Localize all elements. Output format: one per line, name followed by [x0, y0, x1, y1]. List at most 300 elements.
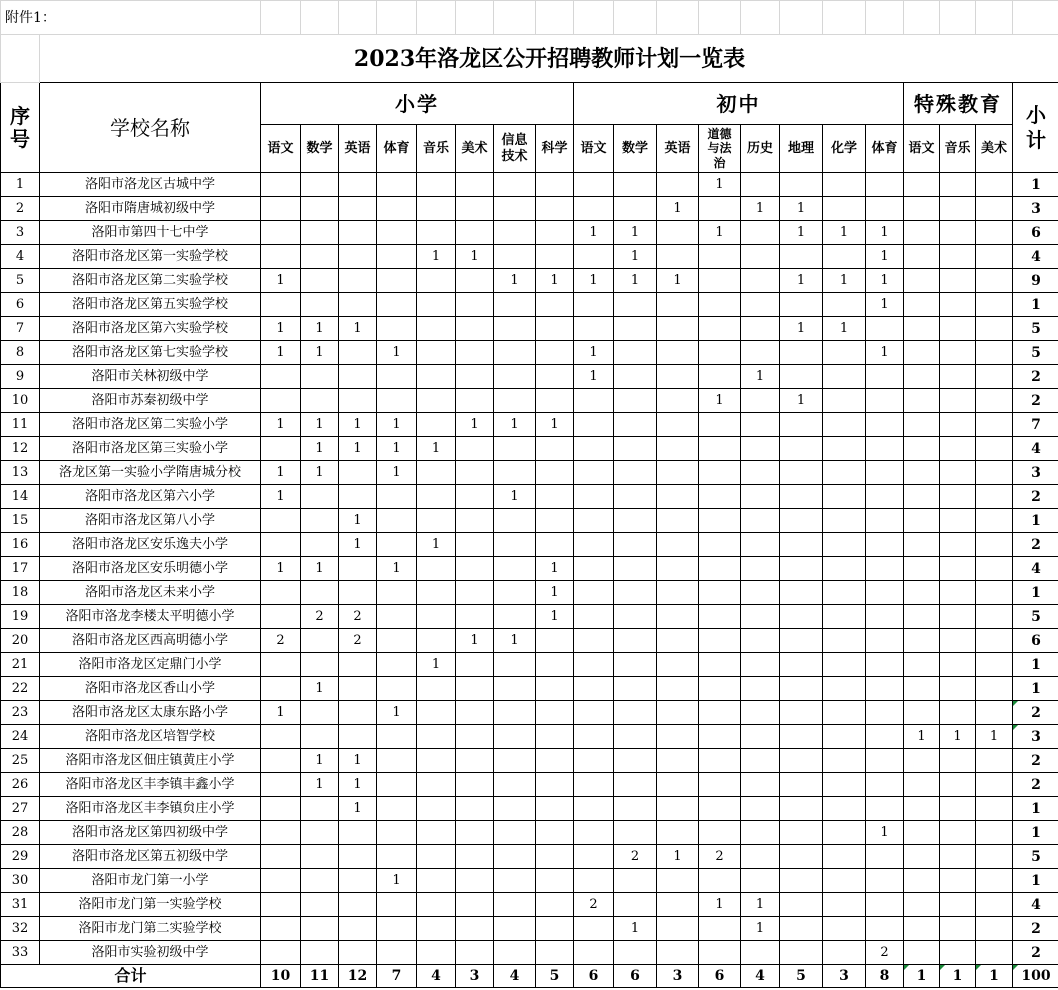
school-name: 洛阳市洛龙区未来小学	[40, 581, 261, 605]
row-number: 4	[1, 245, 40, 269]
quota-cell: 1	[574, 341, 614, 365]
school-name: 洛阳市苏秦初级中学	[40, 389, 261, 413]
quota-cell	[699, 509, 741, 533]
table-row	[1, 389, 1058, 413]
table-row	[1, 701, 1058, 725]
quota-cell	[614, 173, 657, 197]
subject-header-middle-1: 语文	[574, 125, 614, 173]
quota-cell	[301, 701, 339, 725]
quota-cell	[456, 941, 494, 965]
sum-cell: 4	[417, 965, 456, 988]
quota-cell	[301, 869, 339, 893]
school-name: 洛龙区第一实验小学隋唐城分校	[40, 461, 261, 485]
quota-cell	[494, 821, 536, 845]
row-number: 24	[1, 725, 40, 749]
quota-cell	[456, 197, 494, 221]
quota-cell	[301, 485, 339, 509]
quota-cell: 1	[339, 509, 377, 533]
quota-cell	[614, 821, 657, 845]
school-name: 洛阳市关林初级中学	[40, 365, 261, 389]
quota-cell	[536, 221, 574, 245]
table-row	[1, 437, 1058, 461]
quota-cell	[536, 533, 574, 557]
quota-cell	[904, 413, 940, 437]
quota-cell	[940, 341, 976, 365]
quota-cell	[536, 365, 574, 389]
quota-cell: 1	[261, 317, 301, 341]
quota-cell	[377, 605, 417, 629]
quota-cell	[823, 749, 866, 773]
quota-cell	[494, 749, 536, 773]
quota-cell	[417, 317, 456, 341]
row-subtotal: 1	[1013, 509, 1058, 533]
subject-header-primary-4: 体育	[377, 125, 417, 173]
group-header-middle: 初中	[574, 83, 904, 125]
quota-cell	[741, 725, 780, 749]
quota-cell	[780, 509, 823, 533]
quota-cell	[699, 269, 741, 293]
quota-cell	[940, 581, 976, 605]
quota-cell	[536, 797, 574, 821]
row-subtotal: 1	[1013, 581, 1058, 605]
quota-cell	[574, 197, 614, 221]
quota-cell	[456, 773, 494, 797]
quota-cell	[866, 509, 904, 533]
row-number: 9	[1, 365, 40, 389]
quota-cell	[614, 293, 657, 317]
quota-cell	[377, 365, 417, 389]
table-row	[1, 413, 1058, 437]
quota-cell: 1	[456, 413, 494, 437]
quota-cell	[339, 917, 377, 941]
quota-cell	[699, 797, 741, 821]
table-row	[1, 221, 1058, 245]
row-number: 11	[1, 413, 40, 437]
quota-cell	[339, 485, 377, 509]
quota-cell	[904, 533, 940, 557]
row-subtotal: 3	[1013, 461, 1058, 485]
quota-cell	[614, 317, 657, 341]
quota-cell	[657, 173, 699, 197]
table-row	[1, 365, 1058, 389]
row-number: 15	[1, 509, 40, 533]
subject-header-primary-1: 语文	[261, 125, 301, 173]
quota-cell	[339, 269, 377, 293]
quota-cell	[904, 221, 940, 245]
sum-cell: 3	[456, 965, 494, 988]
quota-cell	[940, 773, 976, 797]
quota-cell	[823, 773, 866, 797]
row-subtotal: 1	[1013, 797, 1058, 821]
quota-cell	[339, 245, 377, 269]
quota-cell: 1	[657, 845, 699, 869]
quota-cell	[417, 869, 456, 893]
quota-cell: 1	[536, 269, 574, 293]
quota-cell: 1	[339, 437, 377, 461]
quota-cell	[904, 629, 940, 653]
quota-cell	[976, 701, 1013, 725]
quota-cell	[339, 677, 377, 701]
quota-cell	[866, 725, 904, 749]
school-name: 洛阳市洛龙区第六实验学校	[40, 317, 261, 341]
subject-header-middle-2: 数学	[614, 125, 657, 173]
quota-cell	[823, 893, 866, 917]
row-subtotal: 2	[1013, 365, 1058, 389]
quota-cell	[339, 821, 377, 845]
quota-cell	[494, 317, 536, 341]
sum-cell: 7	[377, 965, 417, 988]
quota-cell	[699, 821, 741, 845]
row-number: 1	[1, 173, 40, 197]
quota-cell	[494, 509, 536, 533]
quota-cell	[614, 197, 657, 221]
quota-cell	[417, 509, 456, 533]
school-name: 洛阳市洛龙区第二实验小学	[40, 413, 261, 437]
quota-cell	[536, 341, 574, 365]
quota-cell	[780, 653, 823, 677]
quota-cell	[301, 245, 339, 269]
quota-cell	[904, 653, 940, 677]
quota-cell	[301, 389, 339, 413]
row-number: 26	[1, 773, 40, 797]
quota-cell	[741, 605, 780, 629]
quota-cell	[940, 677, 976, 701]
quota-cell	[976, 509, 1013, 533]
quota-cell	[780, 893, 823, 917]
row-subtotal: 2	[1013, 749, 1058, 773]
quota-cell: 2	[261, 629, 301, 653]
quota-cell	[976, 941, 1013, 965]
quota-cell	[261, 197, 301, 221]
quota-cell	[377, 485, 417, 509]
quota-cell	[741, 437, 780, 461]
quota-cell	[657, 701, 699, 725]
quota-cell	[657, 773, 699, 797]
row-subtotal: 2	[1013, 773, 1058, 797]
school-name: 洛阳市龙门第二实验学校	[40, 917, 261, 941]
quota-cell	[823, 245, 866, 269]
quota-cell	[866, 461, 904, 485]
table-row	[1, 293, 1058, 317]
quota-cell	[866, 437, 904, 461]
quota-cell	[976, 605, 1013, 629]
row-number: 5	[1, 269, 40, 293]
quota-cell	[976, 365, 1013, 389]
quota-cell	[699, 485, 741, 509]
quota-cell	[377, 533, 417, 557]
quota-cell	[976, 821, 1013, 845]
quota-cell	[261, 797, 301, 821]
quota-cell	[456, 293, 494, 317]
quota-cell	[456, 677, 494, 701]
table-row	[1, 245, 1058, 269]
quota-cell	[417, 221, 456, 245]
quota-cell	[456, 269, 494, 293]
quota-cell: 1	[417, 653, 456, 677]
quota-cell	[741, 629, 780, 653]
quota-cell: 1	[574, 269, 614, 293]
quota-cell	[494, 773, 536, 797]
quota-cell: 1	[823, 317, 866, 341]
quota-cell	[657, 893, 699, 917]
row-number: 13	[1, 461, 40, 485]
row-number: 16	[1, 533, 40, 557]
quota-cell	[456, 749, 494, 773]
quota-cell	[494, 893, 536, 917]
quota-cell: 1	[741, 365, 780, 389]
quota-cell	[904, 605, 940, 629]
quota-cell	[823, 653, 866, 677]
quota-cell: 1	[339, 317, 377, 341]
quota-cell	[456, 509, 494, 533]
quota-cell	[417, 557, 456, 581]
quota-cell	[741, 485, 780, 509]
table-row	[1, 797, 1058, 821]
quota-cell: 1	[301, 773, 339, 797]
quota-cell	[976, 245, 1013, 269]
quota-cell	[614, 533, 657, 557]
quota-cell	[536, 197, 574, 221]
quota-cell	[657, 725, 699, 749]
quota-cell: 1	[301, 677, 339, 701]
quota-cell	[536, 245, 574, 269]
quota-cell	[377, 197, 417, 221]
quota-cell: 1	[866, 221, 904, 245]
quota-cell: 1	[866, 269, 904, 293]
quota-cell	[261, 581, 301, 605]
subtotal-header: 小计	[1013, 83, 1058, 173]
quota-cell: 1	[574, 365, 614, 389]
sum-cell: 6	[574, 965, 614, 988]
quota-cell	[904, 677, 940, 701]
quota-cell	[823, 581, 866, 605]
quota-cell	[301, 581, 339, 605]
quota-cell	[904, 557, 940, 581]
quota-cell	[940, 557, 976, 581]
quota-cell	[741, 461, 780, 485]
quota-cell	[494, 221, 536, 245]
seq-header: 序号	[1, 83, 40, 173]
quota-cell	[377, 821, 417, 845]
quota-cell: 1	[614, 245, 657, 269]
row-subtotal: 1	[1013, 173, 1058, 197]
quota-cell	[377, 917, 417, 941]
quota-cell	[456, 365, 494, 389]
quota-cell	[614, 749, 657, 773]
quota-cell	[301, 893, 339, 917]
quota-cell	[536, 461, 574, 485]
quota-cell	[904, 341, 940, 365]
school-name: 洛阳市洛龙区第七实验学校	[40, 341, 261, 365]
subject-header-middle-7: 化学	[823, 125, 866, 173]
quota-cell	[976, 413, 1013, 437]
quota-cell	[780, 917, 823, 941]
school-name: 洛阳市洛龙区第四初级中学	[40, 821, 261, 845]
quota-cell	[657, 245, 699, 269]
quota-cell	[699, 629, 741, 653]
quota-cell	[904, 917, 940, 941]
quota-cell	[904, 365, 940, 389]
quota-cell	[823, 725, 866, 749]
quota-cell	[657, 437, 699, 461]
quota-cell	[866, 533, 904, 557]
quota-cell	[301, 221, 339, 245]
quota-cell	[976, 269, 1013, 293]
quota-cell: 1	[494, 629, 536, 653]
subject-header-middle-8: 体育	[866, 125, 904, 173]
quota-cell	[904, 509, 940, 533]
row-subtotal: 5	[1013, 317, 1058, 341]
quota-cell	[823, 821, 866, 845]
quota-cell	[940, 485, 976, 509]
quota-cell	[456, 581, 494, 605]
quota-cell	[904, 797, 940, 821]
quota-cell	[614, 581, 657, 605]
school-name: 洛阳市洛龙区第二实验学校	[40, 269, 261, 293]
quota-cell: 1	[536, 605, 574, 629]
sum-cell: 1	[904, 965, 940, 988]
row-subtotal: 2	[1013, 485, 1058, 509]
quota-cell	[377, 725, 417, 749]
quota-cell	[866, 557, 904, 581]
quota-cell: 2	[574, 893, 614, 917]
quota-cell	[417, 365, 456, 389]
quota-cell	[866, 845, 904, 869]
quota-cell	[417, 173, 456, 197]
group-header-special: 特殊教育	[904, 83, 1013, 125]
quota-cell	[574, 509, 614, 533]
row-number: 12	[1, 437, 40, 461]
quota-cell	[614, 509, 657, 533]
quota-cell	[377, 293, 417, 317]
quota-cell	[780, 557, 823, 581]
quota-cell	[741, 557, 780, 581]
quota-cell	[940, 533, 976, 557]
quota-cell: 2	[699, 845, 741, 869]
row-subtotal: 2	[1013, 941, 1058, 965]
table-row	[1, 173, 1058, 197]
quota-cell	[976, 557, 1013, 581]
quota-cell	[574, 557, 614, 581]
quota-cell	[536, 821, 574, 845]
quota-cell	[536, 293, 574, 317]
quota-cell	[536, 869, 574, 893]
quota-cell	[780, 821, 823, 845]
quota-cell: 1	[339, 773, 377, 797]
quota-cell	[301, 725, 339, 749]
quota-cell	[823, 389, 866, 413]
quota-cell	[377, 797, 417, 821]
quota-cell	[261, 845, 301, 869]
quota-cell	[780, 437, 823, 461]
quota-cell	[614, 437, 657, 461]
quota-cell	[657, 605, 699, 629]
quota-cell	[377, 221, 417, 245]
quota-cell	[904, 197, 940, 221]
quota-cell	[574, 389, 614, 413]
quota-cell	[657, 797, 699, 821]
quota-cell	[866, 893, 904, 917]
quota-cell	[494, 533, 536, 557]
row-number: 19	[1, 605, 40, 629]
quota-cell	[261, 245, 301, 269]
quota-cell	[940, 797, 976, 821]
quota-cell	[657, 221, 699, 245]
quota-cell	[940, 845, 976, 869]
quota-cell	[657, 749, 699, 773]
row-subtotal: 1	[1013, 653, 1058, 677]
quota-cell: 1	[456, 245, 494, 269]
quota-cell	[657, 533, 699, 557]
quota-cell	[614, 797, 657, 821]
sum-row	[1, 965, 1058, 988]
quota-cell	[377, 581, 417, 605]
quota-cell	[261, 821, 301, 845]
school-name: 洛阳市实验初级中学	[40, 941, 261, 965]
quota-cell	[940, 197, 976, 221]
sum-label: 合计	[1, 965, 261, 988]
quota-cell	[417, 485, 456, 509]
quota-cell	[456, 653, 494, 677]
quota-cell	[866, 581, 904, 605]
quota-cell	[456, 341, 494, 365]
quota-cell: 2	[866, 941, 904, 965]
quota-cell	[780, 413, 823, 437]
row-subtotal: 2	[1013, 701, 1058, 725]
quota-cell	[940, 437, 976, 461]
quota-cell	[456, 437, 494, 461]
quota-cell	[823, 341, 866, 365]
table-row	[1, 341, 1058, 365]
quota-cell: 2	[339, 605, 377, 629]
quota-cell	[301, 653, 339, 677]
quota-cell: 1	[494, 413, 536, 437]
quota-cell: 1	[780, 221, 823, 245]
subject-header-middle-5: 历史	[741, 125, 780, 173]
quota-cell: 1	[699, 173, 741, 197]
row-subtotal: 5	[1013, 341, 1058, 365]
quota-cell: 1	[536, 581, 574, 605]
quota-cell	[339, 941, 377, 965]
school-name: 洛阳市洛龙区香山小学	[40, 677, 261, 701]
quota-cell	[823, 197, 866, 221]
quota-cell	[536, 317, 574, 341]
quota-cell	[574, 173, 614, 197]
quota-cell	[574, 413, 614, 437]
quota-cell	[456, 701, 494, 725]
row-number: 17	[1, 557, 40, 581]
quota-cell: 1	[339, 797, 377, 821]
quota-cell	[574, 869, 614, 893]
quota-cell	[699, 773, 741, 797]
quota-cell	[536, 629, 574, 653]
quota-cell	[699, 365, 741, 389]
quota-cell	[699, 341, 741, 365]
quota-cell	[339, 197, 377, 221]
quota-cell	[614, 389, 657, 413]
school-name: 洛阳市洛龙区丰李镇丰鑫小学	[40, 773, 261, 797]
quota-cell	[614, 341, 657, 365]
quota-cell	[456, 317, 494, 341]
quota-cell	[780, 845, 823, 869]
quota-cell	[574, 917, 614, 941]
quota-cell	[339, 461, 377, 485]
quota-cell	[976, 221, 1013, 245]
quota-cell	[904, 485, 940, 509]
quota-cell	[494, 557, 536, 581]
quota-cell	[976, 581, 1013, 605]
quota-cell	[976, 677, 1013, 701]
